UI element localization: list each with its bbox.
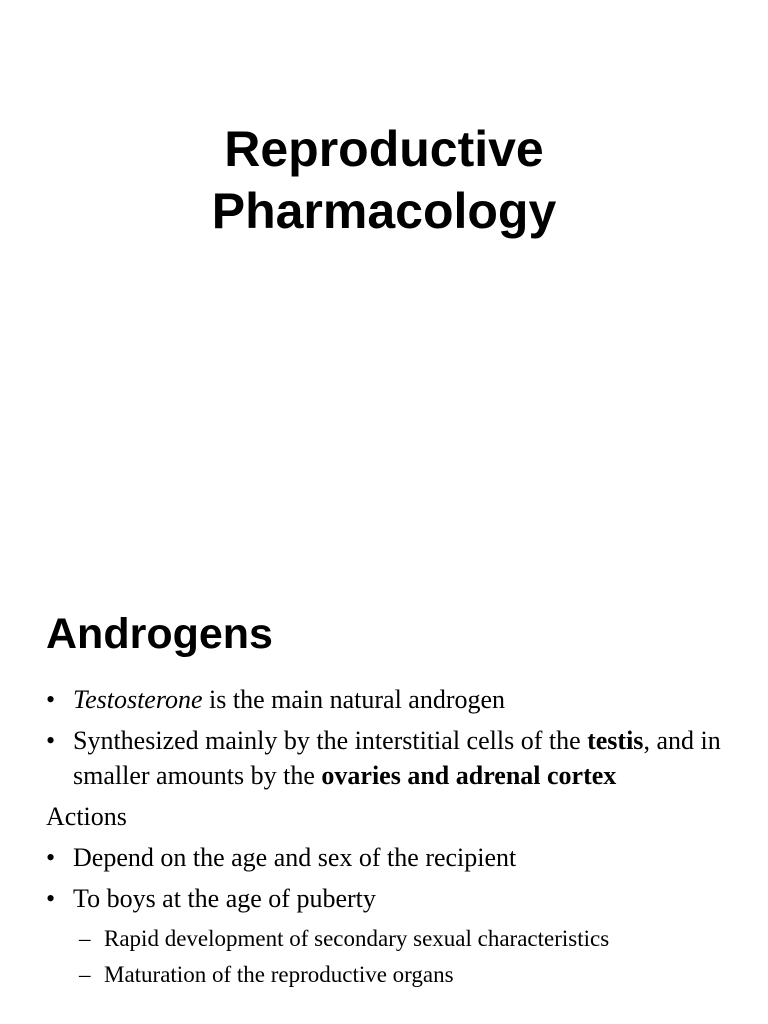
- bullet-text: is the main natural androgen: [202, 685, 506, 714]
- title-line-2: Pharmacology: [211, 183, 557, 239]
- bullet-dot: •: [46, 843, 56, 872]
- bullet-item: [46, 723, 746, 793]
- bullet-dot: •: [46, 726, 56, 755]
- bullet-text: Synthesized mainly by the interstitial cells of the: [73, 726, 588, 755]
- testis-term: testis: [587, 726, 644, 755]
- title-line-1: Reproductive: [224, 121, 544, 177]
- presentation-title: [0, 118, 768, 242]
- bullet-text: , and in smaller amounts by the: [73, 726, 721, 790]
- sub-bullet-dash: –: [79, 962, 91, 987]
- bullet-item: [46, 682, 746, 717]
- bullet-item: [46, 840, 746, 875]
- sub-bullet-item: [46, 922, 746, 956]
- slide-body: [46, 682, 746, 994]
- bullet-text: Depend on the age and sex of the recipient: [73, 843, 517, 872]
- sub-bullet-dash: –: [79, 926, 91, 951]
- bullet-dot: •: [46, 685, 56, 714]
- actions-label: Actions: [46, 802, 127, 831]
- sub-bullet-item: [46, 958, 746, 992]
- sub-bullet-text: Rapid development of secondary sexual characteristics: [104, 926, 610, 951]
- content-slide: [0, 570, 768, 1024]
- slide-heading: Androgens: [46, 610, 273, 658]
- bullet-dot: •: [46, 884, 56, 913]
- bullet-item: [46, 881, 746, 916]
- ovaries-adrenal-term: ovaries and adrenal cortex: [321, 761, 617, 790]
- testosterone-term: Testosterone: [73, 685, 203, 714]
- bullet-text: To boys at the age of puberty: [73, 884, 376, 913]
- sub-bullet-text: Maturation of the reproductive organs: [104, 962, 454, 987]
